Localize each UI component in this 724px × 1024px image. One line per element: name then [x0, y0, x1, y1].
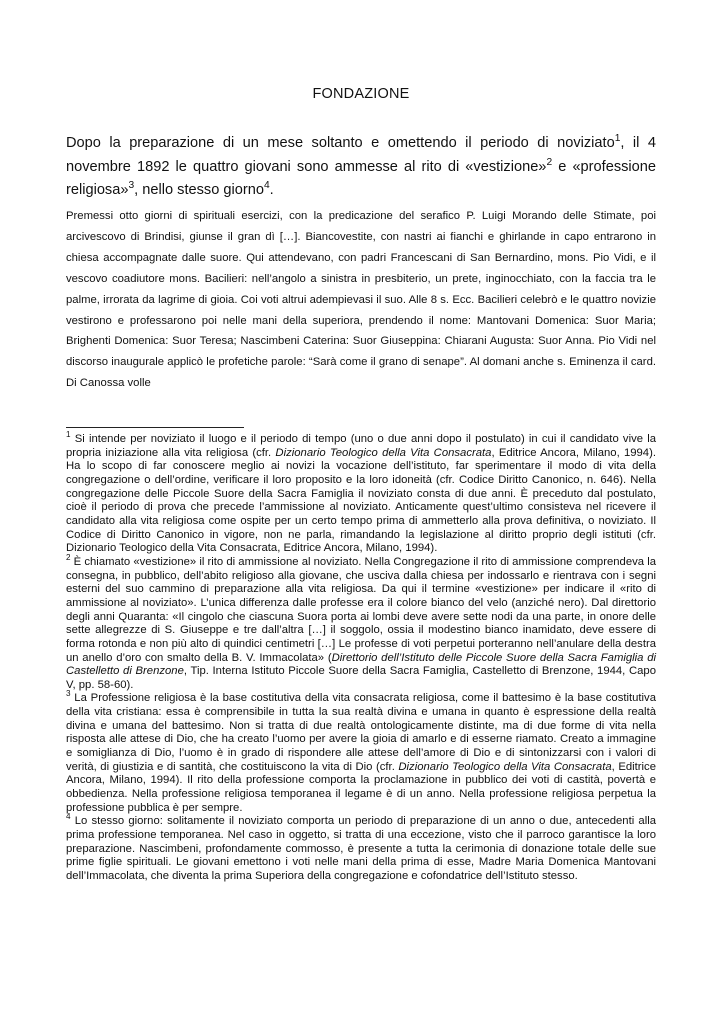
footnote-4 — [66, 812, 656, 883]
document-page — [66, 0, 656, 1024]
footnotes — [66, 430, 656, 884]
footnote-3 — [66, 689, 656, 815]
footnote-text: Si intende per noviziato il luogo e il periodo di tempo (uno o due anni dopo il postulato) in cui il candidato vive la propria iniziazione alla vita religiosa (cfr. — [66, 433, 656, 459]
lead-text: , il 4 novembre 1892 le quattro giovani sono ammesse al rito di «vestizione» — [66, 135, 656, 175]
footnote-text: , Editrice Ancora, Milano, 1994). Ha lo scopo di far conoscere meglio ai novizi la vocazione dell’istituto, far sperimentare il modo di vita della congregazione o dell’ordine, verificare il loro proposito e la loro idoneità (cfr. Codice Diritto Canonico, n. 646). Nella congregazione delle Piccole Suore della Sacra Famiglia il noviziato consta di due anni. È preceduto dal postulato, cioè il periodo di prova che precede l’ammissione al noviziato. Anticamente quest’ultimo consisteva nel ricevere il candidato alla vita religiosa come ospite per un certo tempo prima di ammetterlo alla prova definitiva, o noviziato. Il Codice di Diritto Canonico in vigore, non ne parla, rimandando la legislazione al diritto proprio degli istituti (cfr. Dizionario Teologico della Vita Consacrata, Editrice Ancora, Milano, 1994). — [66, 446, 656, 555]
footnote-mark: 1 — [66, 430, 71, 440]
footnote-1 — [66, 430, 656, 556]
footnote-ref-3[interactable]: 3 — [128, 180, 135, 192]
lead-paragraph — [66, 132, 656, 203]
footnote-italic-title: Dizionario Teologico della Vita Consacrata — [275, 446, 492, 459]
footnote-text: Lo stesso giorno: solitamente il noviziato comporta un periodo di preparazione di un anno o due, antecedenti alla prima professione temporanea. Nel caso in oggetto, si tratta di una eccezione, visto che il parroco garantisce la loro preparazione. Nascimbeni, profondamente commosso, è presente a tutta la cerimonia di donazione totale delle sue prime figlie spirituali. Le giovani emettono i voti nelle mani della prima di esse, Madre Maria Domenica Mantovani dell’Immacolata, che diventa la prima Superiora della congregazione e cofondatrice dell’Istituto stesso. — [66, 815, 656, 882]
footnote-mark: 3 — [66, 689, 71, 699]
footnote-2 — [66, 553, 656, 693]
footnote-ref-2[interactable]: 2 — [546, 156, 553, 168]
footnote-italic-title: Dizionario Teologico della Vita Consacrata — [398, 760, 612, 773]
footnote-text: , Editrice Ancora, Milano, 1994). Il rito della professione comporta la proclamazione in pubblico dei voti di castità, povertà e obbedienza. Nella professione religiosa temporanea il legame è di un anno. Nella professione religiosa perpetua la professione pubblica è per sempre. — [66, 760, 656, 814]
page-title: FONDAZIONE — [312, 86, 410, 102]
footnote-text: , Tip. Interna Istituto Piccole Suore della Sacra Famiglia, Castelletto di Brenzone, 1944, Capo V, pp. 58-60). — [66, 665, 656, 691]
lead-text: , nello stesso giorno — [134, 182, 264, 198]
lead-text: Dopo la preparazione di un mese soltanto e omettendo il periodo di noviziato — [66, 135, 615, 151]
footnote-text: È chiamato «vestizione» il rito di ammissione al noviziato. Nella Congregazione il rito di ammissione comprendeva la consegna, in pubblico, dell’abito religioso alla giovane, che usciva dalla chiesa per indossarlo e rientrava con i segni esterni del suo cammino di preparazione alla vita religiosa. Da qui il termine «vestizione» per indicare il «rito di ammissione al noviziato». L’unica differenza dalle professe era il colore bianco del velo (anziché nero). Dal direttorio degli anni Quaranta: «Il cingolo che ciascuna Suora porta ai lombi deve avere sette nodi da una parte, in onore delle sette allegrezze di S. Giuseppe e tre dall’altra […] il soggolo, ossia il modestino bianco inamidato, deve essere di forma rotonda e non più alto di quindici centimetri […] Le professe di voti perpetui porteranno nell’anulare della destra un anello d’oro con smalto della B. V. Immacolata» ( — [66, 555, 656, 664]
lead-text: . — [269, 182, 274, 198]
footnote-ref-1[interactable]: 1 — [614, 133, 621, 145]
lead-text: e «professione religiosa» — [66, 158, 657, 198]
footnote-italic-title: Direttorio dell’Istituto delle Piccole Suore della Sacra Famiglia di Castelletto di Brenzone — [66, 651, 656, 678]
footnote-text: La Professione religiosa è la base costitutiva della vita consacrata religiosa, come il battesimo è la base costitutiva della vita cristiana: essa è comprensibile in tutta la sua realtà divina e umana in quanto è espressione della realtà divina e umana del battesimo. Non si tratta di due realtà ontologicamente distinte, ma di due forme di vita nella risposta alle attese di Dio, che ha creato l’uomo per avere la gioia di amarlo e di esserne riamato. Creato a immagine e somiglianza di Dio, l’uomo è in grado di rispondere alle attese dell’amore di Dio e di sintonizzarsi con i valori di verità, di giustizia e di santità, che costituiscono la vita di Dio (cfr. — [66, 692, 656, 773]
footnote-separator — [66, 427, 244, 428]
footnote-mark: 2 — [66, 553, 71, 563]
footnote-mark: 4 — [66, 812, 71, 822]
footnote-ref-4[interactable]: 4 — [263, 180, 270, 192]
body-paragraph: Premessi otto giorni di spirituali esercizi, con la predicazione del serafico P. Luigi Morando delle Stimate, poi arcivescovo di Brindisi, giunse il gran dì […]. Biancovestite, con nastri ai fianchi e ghirlande in capo entrarono in chiesa accompagnate dalle suore. Qui attendevano, con padri Francescani di San Bernardino, mons. Pio Vidi, e il vescovo coadiutore mons. Bacilieri: nell’angolo a sinistra in presbiterio, un prete, inginocchiato, con la faccia tra le palme, irrorata da lagrime di gioia. Coi voti altrui adempievasi il suo. Alle 8 s. Ecc. Bacilieri celebrò e le quattro novizie vestirono e professarono poi nelle mani della superiora, prendendo il nome: Mantovani Domenica: Suor Maria; Brighenti Domenica: Suor Teresa; Nascimbeni Caterina: Suor Giuseppina: Chiarani Augusta: Suor Anna. Pio Vidi nel discorso inaugurale applicò le profetiche parole: “Sarà come il grano di senape”. Al domani anche s. Eminenza il card. Di Canossa volle — [66, 210, 656, 390]
